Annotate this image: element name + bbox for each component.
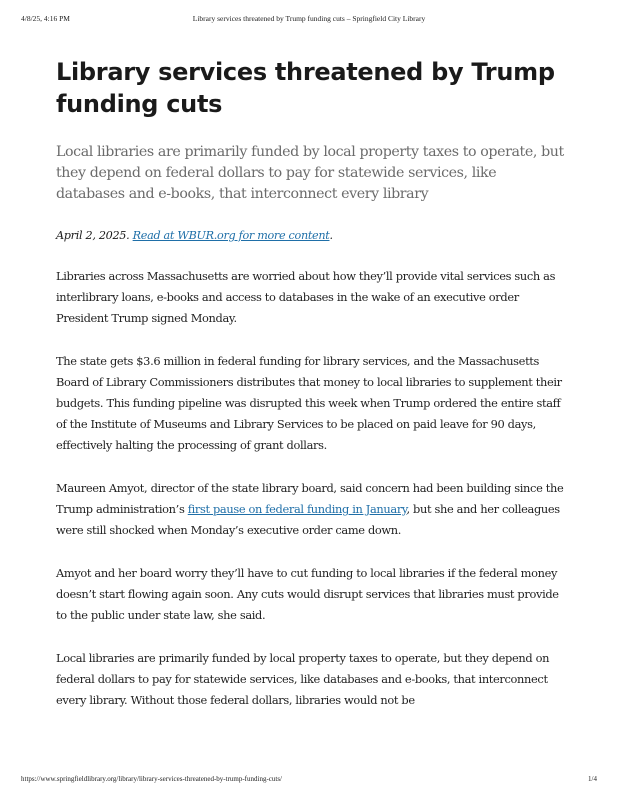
dateline-period: . [329, 229, 333, 242]
body-paragraph-4: Amyot and her board worry they’ll have to cut funding to local libraries if the federal money doesn’t start flowing again soon. Any cuts would disrupt services that libraries must provide to the public under state law, she said. [56, 566, 559, 622]
funding-pause-link[interactable]: first pause on federal funding in January [187, 502, 407, 516]
article-headline: Library services threatened by Trump funding cuts [56, 58, 555, 118]
article [56, 56, 566, 711]
page-number: 1/4 [588, 775, 597, 783]
print-date: 4/8/25, 4:16 PM [21, 14, 70, 23]
body-paragraph-2: The state gets $3.6 million in federal funding for library services, and the Massachusetts Board of Library Commissioners distributes that money to local libraries to supplement their budgets. This funding pipeline was disrupted this week when Trump ordered the entire staff of the Institute of Museums and Library Services to be placed on paid leave for 90 days, effectively halting the processing of grant dollars. [56, 354, 562, 452]
body-paragraph-1: Libraries across Massachusetts are worried about how they’ll provide vital services such as interlibrary loans, e-books and access to databases in the wake of an executive order President Trump signed Monday. [56, 269, 556, 325]
body-paragraph-5: Local libraries are primarily funded by local property taxes to operate, but they depend on federal dollars to pay for statewide services, like databases and e-books, that interconnect every library. Without those federal dollars, libraries would not be [56, 651, 550, 707]
body-paragraph-3 [56, 478, 566, 541]
print-header [0, 14, 618, 28]
print-page-title: Library services threatened by Trump funding cuts – Springfield City Library [192, 14, 426, 23]
article-dek: Local libraries are primarily funded by local property taxes to operate, but they depend on federal dollars to pay for statewide services, like databases and e-books, that interconnect every library [56, 144, 564, 202]
publish-date: April 2, 2025. [56, 229, 130, 242]
print-footer [0, 775, 618, 789]
print-url: https://www.springfieldlibrary.org/library/library-services-threatened-by-trump-funding-cuts/ [21, 775, 282, 783]
paragraph-3-after: , but she and her colleagues were still shocked when Monday’s executive order came down. [56, 502, 560, 537]
article-dateline [56, 227, 566, 245]
wbur-source-link[interactable]: Read at WBUR.org for more content [132, 229, 330, 242]
paragraph-3-before: Maureen Amyot, director of the state library board, said concern had been building since the Trump administration’s [56, 481, 564, 516]
